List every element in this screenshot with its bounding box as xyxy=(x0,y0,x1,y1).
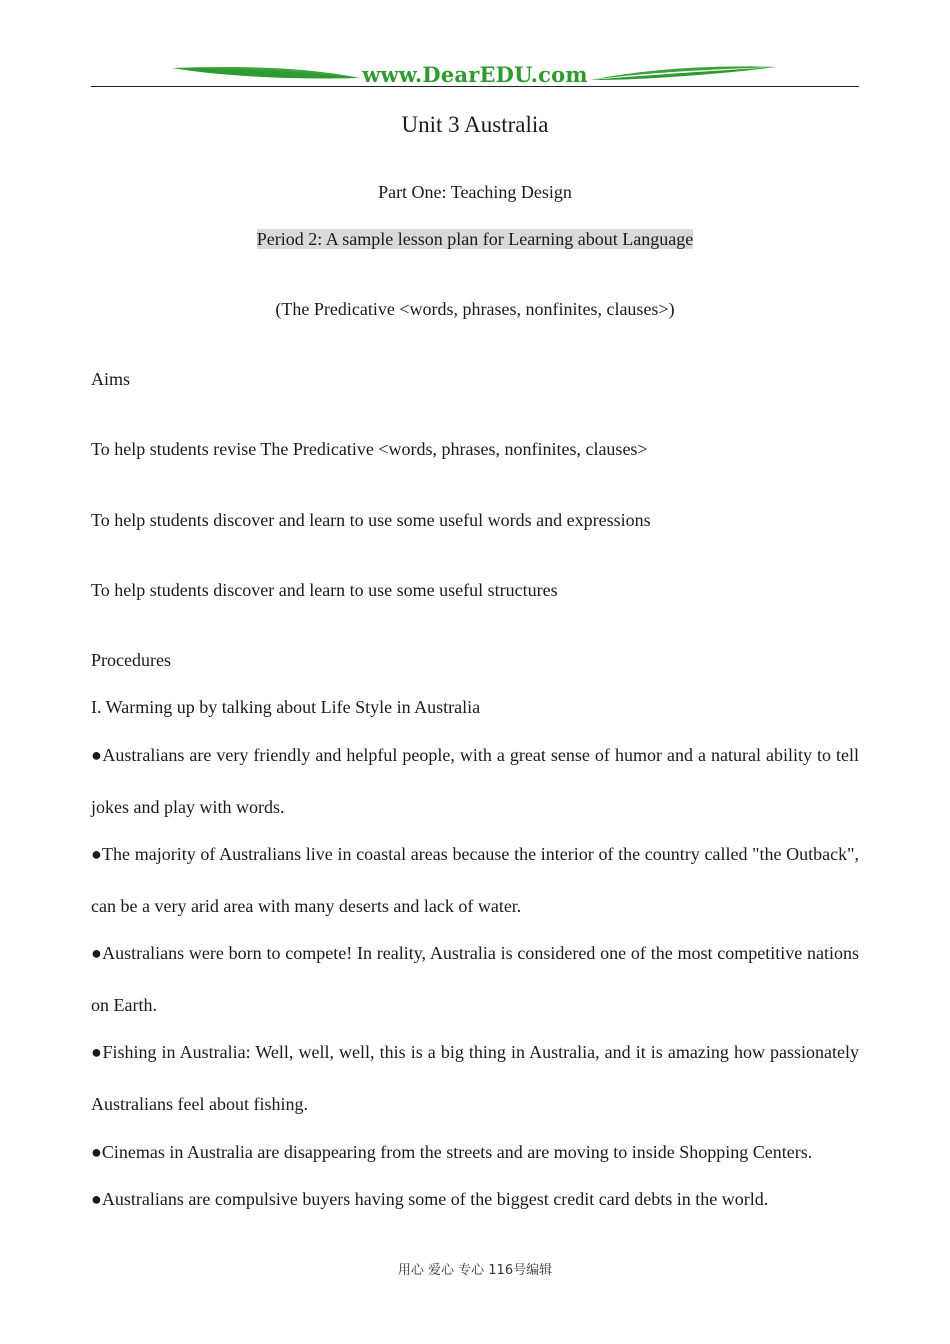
topic-subheading: (The Predicative <words, phrases, nonfinites, clauses>) xyxy=(275,299,675,319)
header-rule xyxy=(91,86,859,87)
site-logo xyxy=(170,60,780,92)
aims-heading: Aims xyxy=(91,369,131,389)
period-heading-row xyxy=(0,229,950,250)
bullet-item: ●Australians are compulsive buyers having some of the biggest credit card debts in the world. xyxy=(91,1189,769,1209)
part-heading: Part One: Teaching Design xyxy=(378,182,572,202)
aim-item: To help students discover and learn to use some useful structures xyxy=(91,580,558,600)
period-heading: Period 2: A sample lesson plan for Learning about Language xyxy=(256,229,694,249)
bullet-item: ●Cinemas in Australia are disappearing from the streets and are moving to inside Shopping Centers. xyxy=(91,1142,813,1162)
bullet-item: ●Australians are very friendly and helpful people, with a great sense of humor and a natural ability to tell jokes and play with words. xyxy=(91,745,859,817)
bullet-item: ●The majority of Australians live in coastal areas because the interior of the country called "the Outback", can be a very arid area with many deserts and lack of water. xyxy=(91,844,859,916)
aim-item: To help students discover and learn to use some useful words and expressions xyxy=(91,510,651,530)
bullet-item: ●Fishing in Australia: Well, well, well, this is a big thing in Australia, and it is amazing how passionately Australians feel about fishing. xyxy=(91,1042,859,1114)
bullet-item: ●Australians were born to compete! In reality, Australia is considered one of the most competitive nations on Earth. xyxy=(91,943,859,1015)
logo-text: www.DearEDU.com xyxy=(362,62,588,87)
procedure-step: I. Warming up by talking about Life Style in Australia xyxy=(91,697,481,717)
page-footer: 用心 爱心 专心 116号编辑 xyxy=(397,1263,553,1278)
procedures-heading: Procedures xyxy=(91,650,171,670)
aim-item: To help students revise The Predicative <words, phrases, nonfinites, clauses> xyxy=(91,439,648,459)
document-title: Unit 3 Australia xyxy=(401,112,549,137)
